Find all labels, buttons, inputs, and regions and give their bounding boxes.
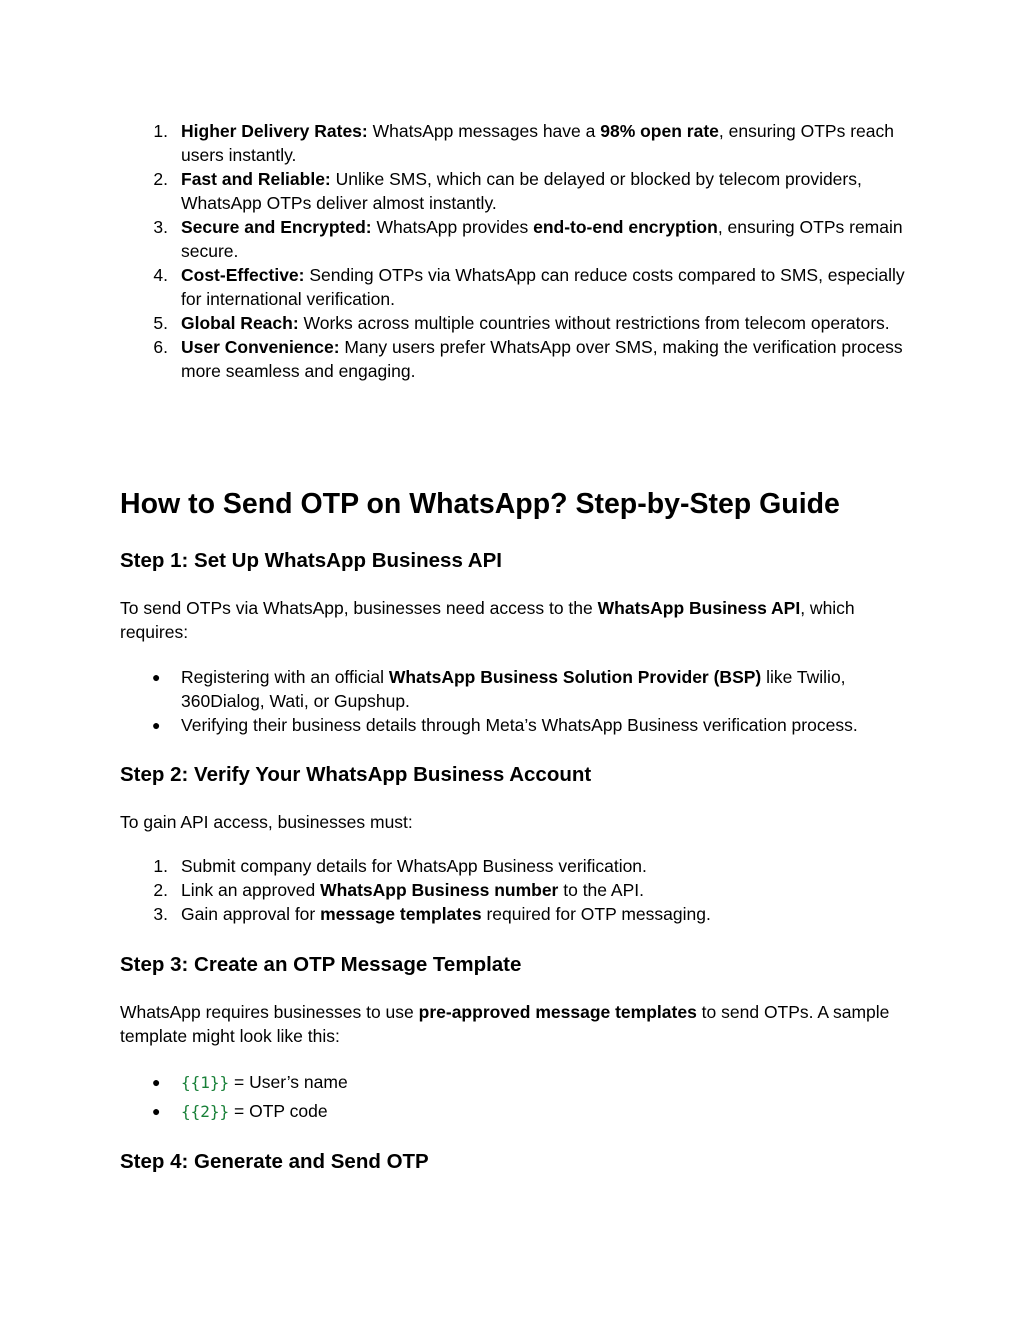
- bullet-icon: ●: [152, 669, 161, 685]
- list-item-title: User Convenience:: [181, 337, 340, 357]
- page-title: How to Send OTP on WhatsApp? Step-by-Step Guide: [120, 488, 840, 520]
- template-variable-code: {{2}}: [181, 1102, 230, 1121]
- list-number: 2.: [153, 880, 168, 900]
- step2-intro: To gain API access, businesses must:: [120, 812, 413, 832]
- list-item-title: Global Reach:: [181, 313, 299, 333]
- list-number: 3.: [153, 904, 168, 924]
- list-item: ● Verifying their business details through Meta’s WhatsApp Business verification process.: [152, 715, 858, 735]
- list-number: 2.: [153, 169, 168, 189]
- step1-heading: Step 1: Set Up WhatsApp Business API: [120, 549, 502, 572]
- list-item: 6. User Convenience: Many users prefer WhatsApp over SMS, making the verification process more seamless and engaging.: [120, 335, 910, 383]
- list-number: 1.: [153, 856, 168, 876]
- list-number: 4.: [153, 265, 168, 285]
- list-item: 3. Gain approval for message templates required for OTP messaging.: [120, 902, 910, 926]
- list-item-title: Cost-Effective:: [181, 265, 305, 285]
- list-item: 2. Fast and Reliable: Unlike SMS, which can be delayed or blocked by telecom providers, WhatsApp OTPs deliver almost instantly.: [120, 167, 910, 215]
- list-item: 1. Higher Delivery Rates: WhatsApp messages have a 98% open rate, ensuring OTPs reach users instantly.: [120, 119, 910, 167]
- list-item: ● {{1}} = User’s name: [152, 1072, 348, 1092]
- list-item: 4. Cost-Effective: Sending OTPs via WhatsApp can reduce costs compared to SMS, especially for international verification.: [120, 263, 910, 311]
- list-item-title: Fast and Reliable:: [181, 169, 331, 189]
- list-item: ● Registering with an official WhatsApp Business Solution Provider (BSP) like Twilio, 360Dialog, Wati, or Gupshup.: [152, 667, 846, 711]
- step3-heading: Step 3: Create an OTP Message Template: [120, 953, 522, 976]
- list-item: 2. Link an approved WhatsApp Business number to the API.: [120, 878, 910, 902]
- list-item: 5. Global Reach: Works across multiple countries without restrictions from telecom operators.: [120, 311, 910, 335]
- step2-heading: Step 2: Verify Your WhatsApp Business Account: [120, 763, 592, 786]
- step1-intro: To send OTPs via WhatsApp, businesses need access to the WhatsApp Business API, which requires:: [120, 598, 855, 642]
- list-item-title: Secure and Encrypted:: [181, 217, 372, 237]
- list-item-title: Higher Delivery Rates:: [181, 121, 368, 141]
- step3-intro: WhatsApp requires businesses to use pre-approved message templates to send OTPs. A sample template might look like this:: [120, 1002, 890, 1046]
- list-item: 3. Secure and Encrypted: WhatsApp provides end-to-end encryption, ensuring OTPs remain secure.: [120, 215, 910, 263]
- list-number: 6.: [153, 337, 168, 357]
- step2-numbered-list: [120, 854, 910, 926]
- step1-bullet-list: [120, 665, 910, 737]
- template-variable-code: {{1}}: [181, 1073, 230, 1092]
- step3-bullet-list: [120, 1070, 910, 1124]
- bullet-icon: ●: [152, 717, 161, 733]
- list-number: 3.: [153, 217, 168, 237]
- step4-heading: Step 4: Generate and Send OTP: [120, 1150, 429, 1173]
- list-item: ● {{2}} = OTP code: [152, 1101, 328, 1121]
- list-number: 5.: [153, 313, 168, 333]
- bullet-icon: ●: [152, 1103, 161, 1119]
- list-item: 1. Submit company details for WhatsApp Business verification.: [120, 854, 910, 878]
- benefits-list: [120, 119, 910, 383]
- list-number: 1.: [153, 121, 168, 141]
- bullet-icon: ●: [152, 1074, 161, 1090]
